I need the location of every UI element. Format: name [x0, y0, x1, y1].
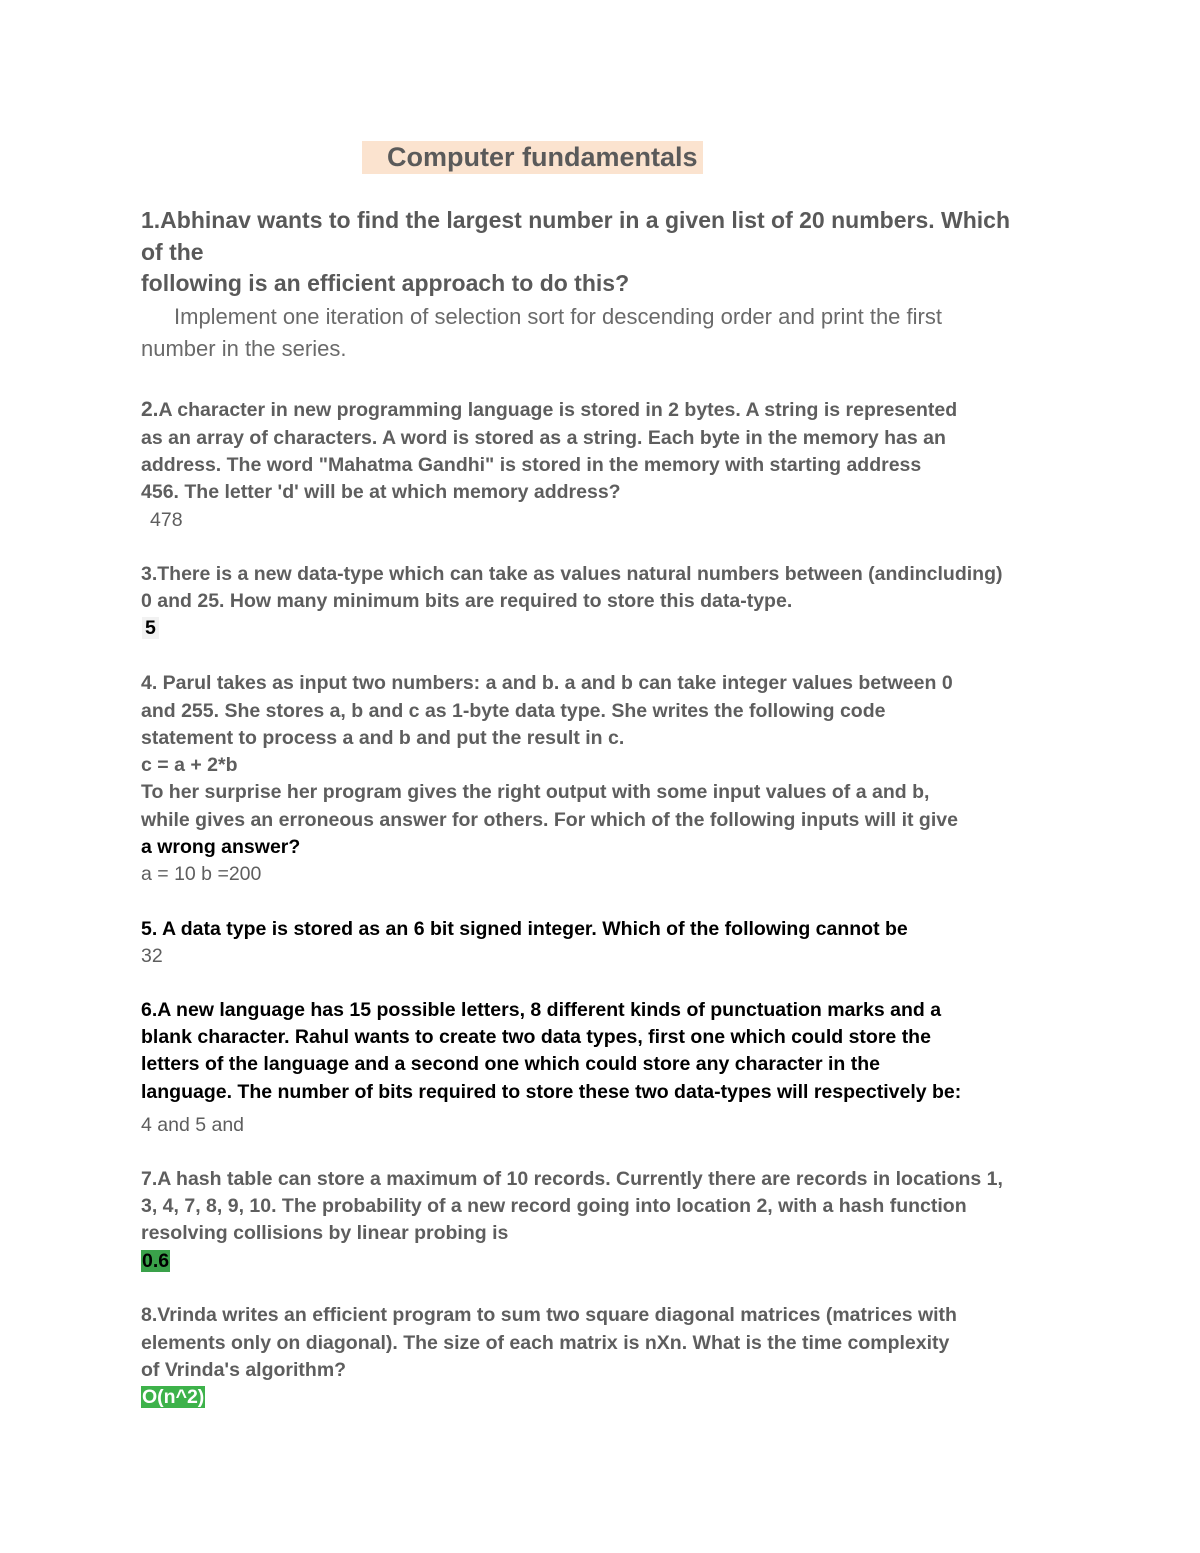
q3-answer-highlight: 5 — [142, 617, 159, 639]
q6-line-4: language. The number of bits required to store these two data-types will respectively be: — [141, 1081, 962, 1103]
q3-line-2: 0 and 25. How many minimum bits are required to store this data-type. — [141, 590, 793, 612]
q6-line-3: letters of the language and a second one which could store any character in the — [141, 1053, 881, 1075]
q4-line-4: c = a + 2*b — [141, 754, 238, 776]
q6-line-2: blank character. Rahul wants to create two data types, first one which could store the — [141, 1026, 931, 1048]
q1-answer-line-2: number in the series. — [141, 336, 347, 361]
q4-line-7: a wrong answer? — [141, 836, 301, 858]
q7-line-1: 7.A hash table can store a maximum of 10 records. Currently there are records in locations 1, — [141, 1168, 1003, 1190]
q6-line-1: 6.A new language has 15 possible letters, 8 different kinds of punctuation marks and a — [141, 999, 942, 1021]
q2-answer: 478 — [150, 509, 183, 531]
page-title: Computer fundamentals — [387, 142, 698, 172]
q1-answer-line-1: Implement one iteration of selection sort for descending order and print the first — [174, 304, 942, 329]
q4-line-3: statement to process a and b and put the result in c. — [141, 727, 625, 749]
q8-line-1: 8.Vrinda writes an efficient program to sum two square diagonal matrices (matrices with — [141, 1304, 957, 1326]
q6-answer: 4 and 5 and — [141, 1114, 245, 1136]
q2-line-1 — [141, 398, 957, 422]
q4-line-1: 4. Parul takes as input two numbers: a and b. a and b can take integer values between 0 — [141, 672, 953, 694]
q7-answer — [141, 1250, 170, 1273]
q4-line-5: To her surprise her program gives the right output with some input values of a and b, — [141, 781, 930, 803]
q7-line-3: resolving collisions by linear probing is — [141, 1222, 509, 1244]
q2-line-1-text: A character in new programming language is stored in 2 bytes. A string is represented — [158, 399, 958, 421]
q5-line-1: 5. A data type is stored as an 6 bit signed integer. Which of the following cannot be — [141, 918, 908, 940]
q8-answer — [141, 1386, 205, 1409]
q2-number: 2. — [141, 398, 159, 421]
q5-answer: 32 — [141, 945, 163, 967]
q3-answer — [142, 617, 159, 640]
q1-line-1: 1.Abhinav wants to find the largest number in a given list of 20 numbers. Which — [141, 207, 1011, 233]
q7-answer-highlight: 0.6 — [142, 1250, 170, 1272]
q2-line-2: as an array of characters. A word is stored as a string. Each byte in the memory has an — [141, 427, 946, 449]
q8-line-3: of Vrinda's algorithm? — [141, 1359, 347, 1381]
q2-line-4: 456. The letter 'd' will be at which memory address? — [141, 481, 621, 503]
q8-line-2: elements only on diagonal). The size of each matrix is nXn. What is the time complexity — [141, 1332, 950, 1354]
q4-line-2: and 255. She stores a, b and c as 1-byte data type. She writes the following code — [141, 700, 886, 722]
q3-line-1: 3.There is a new data-type which can take as values natural numbers between (andincluding) — [141, 563, 1003, 585]
q8-answer-highlight: O(n^2) — [142, 1386, 205, 1408]
q4-answer: a = 10 b =200 — [141, 863, 262, 885]
q2-line-3: address. The word "Mahatma Gandhi" is stored in the memory with starting address — [141, 454, 922, 476]
q4-line-6: while gives an erroneous answer for others. For which of the following inputs will it give — [141, 809, 958, 831]
q1-line-3: following is an efficient approach to do this? — [141, 270, 630, 296]
q7-line-2: 3, 4, 7, 8, 9, 10. The probability of a new record going into location 2, with a hash function — [141, 1195, 967, 1217]
q1-line-2: of the — [141, 239, 204, 265]
